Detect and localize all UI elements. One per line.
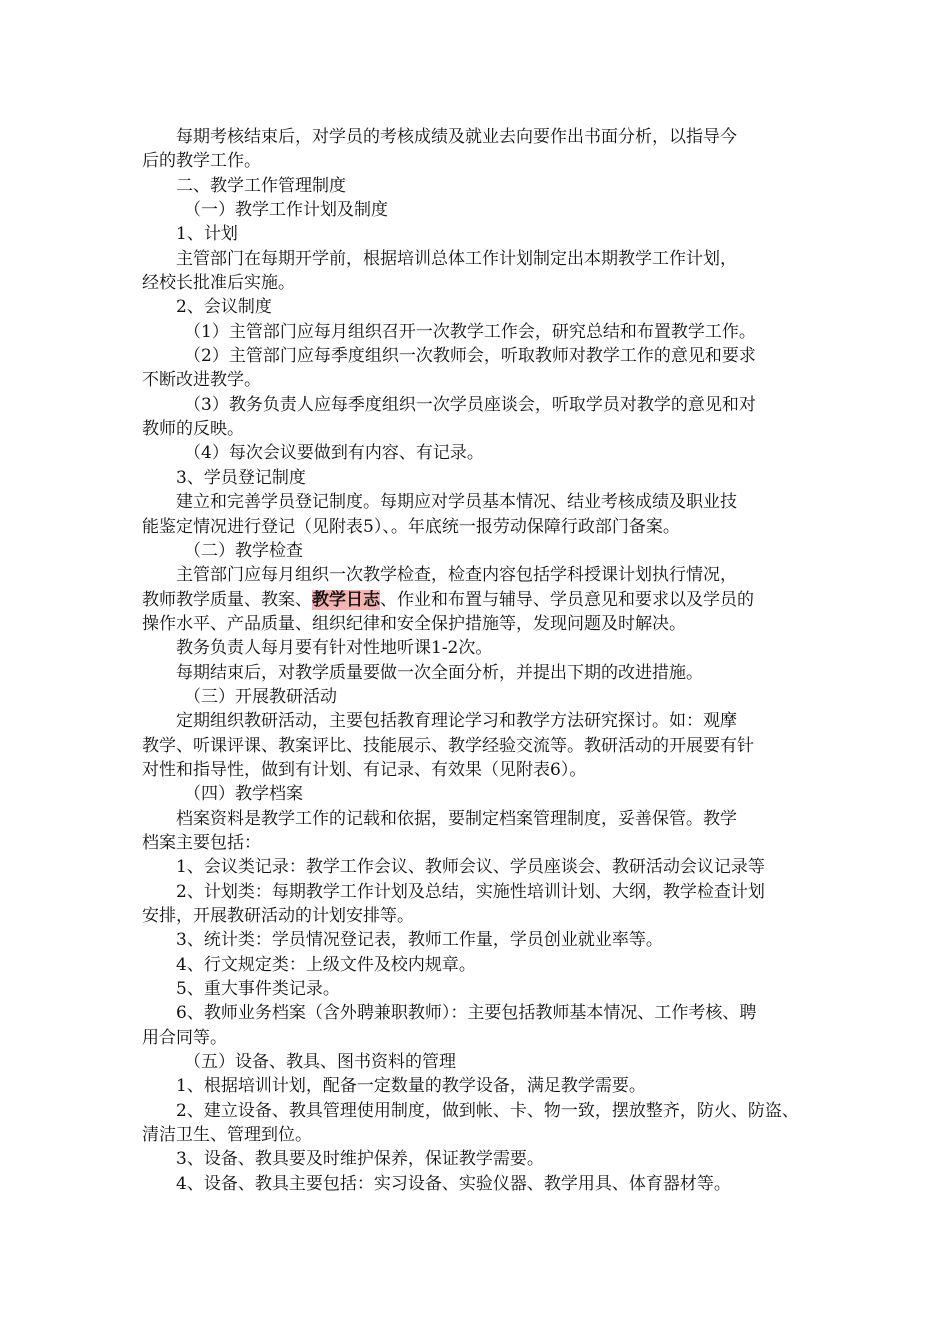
text-line: 对性和指导性，做到有计划、有记录、有效果（见附表6）。	[142, 759, 587, 780]
text-line: 定期组织教研活动，主要包括教育理论学习和教学方法研究探讨。如：观摩	[176, 711, 737, 732]
text-line: 3、学员登记制度	[176, 467, 306, 488]
text-line: （3）教务负责人应每季度组织一次学员座谈会，听取学员对教学的意见和对	[184, 394, 756, 415]
text-line: 1、会议类记录：教学工作会议、教师会议、学员座谈会、教研活动会议记录等	[176, 857, 765, 878]
text-line: 不断改进教学。	[142, 370, 261, 391]
text-line: 每期结束后，对教学质量要做一次全面分析，并提出下期的改进措施。	[176, 662, 703, 683]
text-line: 档案资料是教学工作的记载和依据，要制定档案管理制度，妥善保管。教学	[176, 808, 737, 829]
text-segment: 、作业和布置与辅导、学员意见和要求以及学员的	[380, 589, 754, 610]
text-line: 2、会议制度	[176, 297, 272, 318]
text-line: 1、计划	[176, 224, 238, 245]
text-line	[142, 588, 810, 612]
text-line: 主管部门在每期开学前，根据培训总体工作计划制定出本期教学工作计划，	[176, 248, 737, 269]
text-line: 后的教学工作。	[142, 151, 261, 172]
text-line: 操作水平、产品质量、组织纪律和安全保护措施等，发现问题及时解决。	[142, 613, 686, 634]
text-line: 二、教学工作管理制度	[176, 175, 346, 196]
text-line: 用合同等。	[142, 1027, 227, 1048]
text-line: （1）主管部门应每月组织召开一次教学工作会，研究总结和布置教学工作。	[184, 321, 756, 342]
text-line: 经校长批准后实施。	[142, 273, 295, 294]
text-line: 主管部门应每月组织一次教学检查，检查内容包括学科授课计划执行情况，	[176, 565, 737, 586]
text-line: 4、行文规定类：上级文件及校内规章。	[176, 954, 476, 975]
text-line: 1、根据培训计划，配备一定数量的教学设备，满足教学需要。	[176, 1076, 646, 1097]
text-line: （一）教学工作计划及制度	[184, 200, 388, 221]
text-line: 每期考核结束后，对学员的考核成绩及就业去向要作出书面分析，以指导今	[176, 127, 737, 147]
text-line: 安排，开展教研活动的计划安排等。	[142, 906, 414, 926]
text-line: 4、设备、教具主要包括：实习设备、实验仪器、教学用具、体育器材等。	[176, 1173, 731, 1194]
text-line: （四）教学档案	[184, 784, 303, 805]
text-segment: 教师教学质量、教案、	[142, 589, 312, 610]
text-line: 教师的反映。	[142, 419, 244, 440]
text-line: 3、设备、教具要及时维护保养，保证教学需要。	[176, 1149, 544, 1170]
text-line: （二）教学检查	[184, 540, 303, 561]
text-line: 3、统计类：学员情况登记表，教师工作量，学员创业就业率等。	[176, 930, 663, 951]
text-line: 清洁卫生、管理到位。	[142, 1125, 312, 1146]
text-line: （五）设备、教具、图书资料的管理	[184, 1052, 456, 1073]
text-line: 2、计划类：每期教学工作计划及总结，实施性培训计划、大纲，教学检查计划	[176, 881, 765, 902]
text-line: 档案主要包括：	[142, 832, 261, 853]
text-line: 教学、听课评课、教案评比、技能展示、教学经验交流等。教研活动的开展要有针	[142, 735, 754, 756]
text-line: 能鉴定情况进行登记（见附表5）、。年底统一报劳动保障行政部门备案。	[142, 516, 680, 537]
text-line: 6、教师业务档案（含外聘兼职教师）：主要包括教师基本情况、工作考核、聘	[176, 1003, 757, 1024]
highlighted-term: 教学日志	[312, 589, 380, 610]
text-line: （2）主管部门应每季度组织一次教师会，听取教师对教学工作的意见和要求	[184, 346, 756, 367]
document-body	[142, 125, 810, 1196]
text-line: 2、建立设备、教具管理使用制度，做到帐、卡、物一致，摆放整齐，防火、防盗、	[176, 1100, 799, 1121]
text-line: 5、重大事件类记录。	[176, 979, 340, 1000]
text-line: （三）开展教研活动	[184, 686, 337, 707]
text-line: （4）每次会议要做到有内容、有记录。	[184, 443, 484, 464]
text-line: 教务负责人每月要有针对性地听课1-2次。	[176, 638, 493, 659]
text-line: 建立和完善学员登记制度。每期应对学员基本情况、结业考核成绩及职业技	[176, 492, 737, 513]
